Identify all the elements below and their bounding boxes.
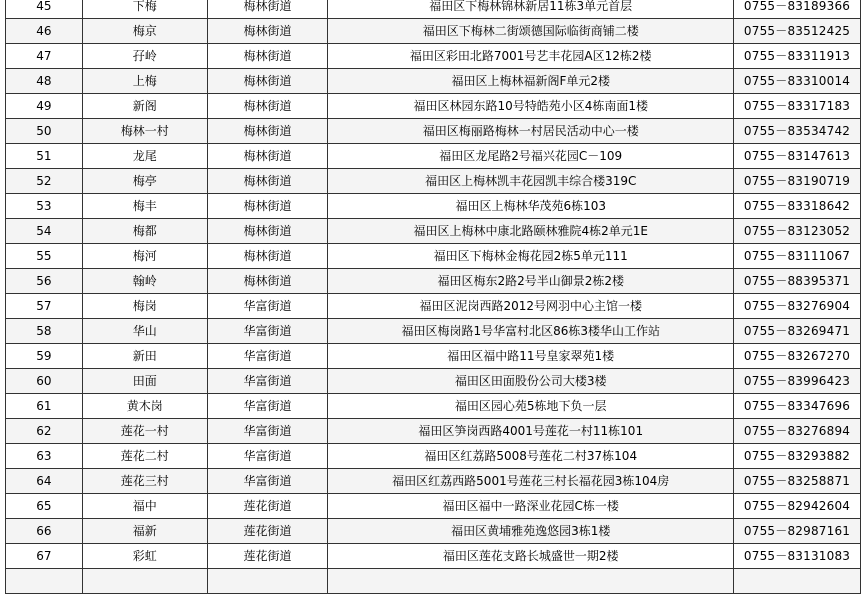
community-name-cell: 翰岭 bbox=[82, 269, 207, 294]
phone-cell: 0755－83190719 bbox=[734, 169, 861, 194]
phone-cell: 0755－83276894 bbox=[734, 419, 861, 444]
phone-cell: 0755－88395371 bbox=[734, 269, 861, 294]
table-row bbox=[6, 344, 861, 369]
address-cell: 福田区彩田北路7001号艺丰花园A区12栋2楼 bbox=[328, 44, 734, 69]
street-name-cell: 梅林街道 bbox=[207, 19, 328, 44]
table-row bbox=[6, 544, 861, 569]
table-row bbox=[6, 244, 861, 269]
row-number-cell: 63 bbox=[6, 444, 83, 469]
street-name-cell: 华富街道 bbox=[207, 344, 328, 369]
phone-cell: 0755－83111067 bbox=[734, 244, 861, 269]
address-cell: 福田区莲花支路长城盛世一期2楼 bbox=[328, 544, 734, 569]
row-number-cell: 45 bbox=[6, 0, 83, 19]
community-name-cell: 彩虹 bbox=[82, 544, 207, 569]
phone-cell: 0755－83147613 bbox=[734, 144, 861, 169]
phone-cell: 0755－83310014 bbox=[734, 69, 861, 94]
address-cell: 福田区上梅林华茂苑6栋103 bbox=[328, 194, 734, 219]
street-name-cell: 梅林街道 bbox=[207, 0, 328, 19]
table-row bbox=[6, 69, 861, 94]
row-number-cell: 56 bbox=[6, 269, 83, 294]
table-row bbox=[6, 519, 861, 544]
address-cell: 福田区田面股份公司大楼3楼 bbox=[328, 369, 734, 394]
row-number-cell: 60 bbox=[6, 369, 83, 394]
address-cell: 福田区园心苑5栋地下负一层 bbox=[328, 394, 734, 419]
row-number-cell: 55 bbox=[6, 244, 83, 269]
community-name-cell: 黄木岗 bbox=[82, 394, 207, 419]
address-cell: 福田区上梅林凯丰花园凯丰综合楼319C bbox=[328, 169, 734, 194]
community-name-cell: 梅丰 bbox=[82, 194, 207, 219]
community-name-cell: 莲花一村 bbox=[82, 419, 207, 444]
community-name-cell: 梅都 bbox=[82, 219, 207, 244]
street-name-cell: 华富街道 bbox=[207, 319, 328, 344]
community-name-cell: 梅岗 bbox=[82, 294, 207, 319]
table-row bbox=[6, 44, 861, 69]
community-name-cell: 龙尾 bbox=[82, 144, 207, 169]
address-cell: 福田区福中路11号皇家翠苑1楼 bbox=[328, 344, 734, 369]
row-number-cell: 48 bbox=[6, 69, 83, 94]
phone-cell bbox=[734, 569, 861, 594]
table-row bbox=[6, 19, 861, 44]
phone-cell: 0755－83347696 bbox=[734, 394, 861, 419]
table-row bbox=[6, 394, 861, 419]
row-number-cell: 61 bbox=[6, 394, 83, 419]
street-name-cell: 梅林街道 bbox=[207, 144, 328, 169]
row-number-cell: 66 bbox=[6, 519, 83, 544]
table-row bbox=[6, 219, 861, 244]
street-name-cell: 梅林街道 bbox=[207, 119, 328, 144]
street-name-cell: 梅林街道 bbox=[207, 69, 328, 94]
community-name-cell: 福中 bbox=[82, 494, 207, 519]
address-cell: 福田区红荔路5008号莲花二村37栋104 bbox=[328, 444, 734, 469]
row-number-cell: 54 bbox=[6, 219, 83, 244]
phone-cell: 0755－83311913 bbox=[734, 44, 861, 69]
phone-cell: 0755－83317183 bbox=[734, 94, 861, 119]
phone-cell: 0755－83318642 bbox=[734, 194, 861, 219]
table-row bbox=[6, 494, 861, 519]
street-name-cell: 华富街道 bbox=[207, 394, 328, 419]
address-cell: 福田区笋岗西路4001号莲花一村11栋101 bbox=[328, 419, 734, 444]
address-cell: 福田区红荔西路5001号莲花三村长福花园3栋104房 bbox=[328, 469, 734, 494]
table-row bbox=[6, 569, 861, 594]
community-table bbox=[5, 0, 861, 594]
community-name-cell: 莲花二村 bbox=[82, 444, 207, 469]
phone-cell: 0755－83996423 bbox=[734, 369, 861, 394]
table-row bbox=[6, 444, 861, 469]
table-row bbox=[6, 419, 861, 444]
community-name-cell: 上梅 bbox=[82, 69, 207, 94]
phone-cell: 0755－83512425 bbox=[734, 19, 861, 44]
table-row bbox=[6, 319, 861, 344]
community-name-cell: 梅亭 bbox=[82, 169, 207, 194]
community-name-cell: 新田 bbox=[82, 344, 207, 369]
street-name-cell bbox=[207, 569, 328, 594]
row-number-cell: 53 bbox=[6, 194, 83, 219]
row-number-cell: 58 bbox=[6, 319, 83, 344]
street-name-cell: 梅林街道 bbox=[207, 169, 328, 194]
address-cell bbox=[328, 569, 734, 594]
phone-cell: 0755－83269471 bbox=[734, 319, 861, 344]
table-row bbox=[6, 0, 861, 19]
address-cell: 福田区林园东路10号特皓苑小区4栋南面1楼 bbox=[328, 94, 734, 119]
phone-cell: 0755－82942604 bbox=[734, 494, 861, 519]
row-number-cell: 64 bbox=[6, 469, 83, 494]
street-name-cell: 华富街道 bbox=[207, 294, 328, 319]
street-name-cell: 华富街道 bbox=[207, 419, 328, 444]
table-row bbox=[6, 144, 861, 169]
phone-cell: 0755－83131083 bbox=[734, 544, 861, 569]
community-name-cell: 下梅 bbox=[82, 0, 207, 19]
row-number-cell: 52 bbox=[6, 169, 83, 194]
street-name-cell: 梅林街道 bbox=[207, 44, 328, 69]
community-name-cell: 华山 bbox=[82, 319, 207, 344]
community-name-cell: 梅京 bbox=[82, 19, 207, 44]
address-cell: 福田区梅东2路2号半山御景2栋2楼 bbox=[328, 269, 734, 294]
community-name-cell: 莲花三村 bbox=[82, 469, 207, 494]
phone-cell: 0755－83267270 bbox=[734, 344, 861, 369]
community-name-cell: 福新 bbox=[82, 519, 207, 544]
row-number-cell: 59 bbox=[6, 344, 83, 369]
address-cell: 福田区梅丽路梅林一村居民活动中心一楼 bbox=[328, 119, 734, 144]
community-name-cell: 孖岭 bbox=[82, 44, 207, 69]
table-row bbox=[6, 469, 861, 494]
street-name-cell: 梅林街道 bbox=[207, 194, 328, 219]
table-row bbox=[6, 294, 861, 319]
phone-cell: 0755－83258871 bbox=[734, 469, 861, 494]
address-cell: 福田区下梅林二街颂德国际临街商铺二楼 bbox=[328, 19, 734, 44]
community-name-cell: 新阁 bbox=[82, 94, 207, 119]
row-number-cell: 47 bbox=[6, 44, 83, 69]
address-cell: 福田区黄埔雅苑逸悠园3栋1楼 bbox=[328, 519, 734, 544]
street-name-cell: 莲花街道 bbox=[207, 494, 328, 519]
row-number-cell: 65 bbox=[6, 494, 83, 519]
address-cell: 福田区福中一路深业花园C栋一楼 bbox=[328, 494, 734, 519]
address-cell: 福田区龙尾路2号福兴花园C－109 bbox=[328, 144, 734, 169]
street-name-cell: 华富街道 bbox=[207, 444, 328, 469]
community-name-cell: 田面 bbox=[82, 369, 207, 394]
community-name-cell bbox=[82, 569, 207, 594]
table-row bbox=[6, 194, 861, 219]
table-row bbox=[6, 94, 861, 119]
phone-cell: 0755－83276904 bbox=[734, 294, 861, 319]
address-cell: 福田区梅岗路1号华富村北区86栋3楼华山工作站 bbox=[328, 319, 734, 344]
community-name-cell: 梅河 bbox=[82, 244, 207, 269]
phone-cell: 0755－82987161 bbox=[734, 519, 861, 544]
street-name-cell: 梅林街道 bbox=[207, 94, 328, 119]
address-cell: 福田区泥岗西路2012号网羽中心主馆一楼 bbox=[328, 294, 734, 319]
row-number-cell bbox=[6, 569, 83, 594]
phone-cell: 0755－83293882 bbox=[734, 444, 861, 469]
street-name-cell: 梅林街道 bbox=[207, 269, 328, 294]
row-number-cell: 67 bbox=[6, 544, 83, 569]
row-number-cell: 51 bbox=[6, 144, 83, 169]
row-number-cell: 57 bbox=[6, 294, 83, 319]
street-name-cell: 华富街道 bbox=[207, 469, 328, 494]
phone-cell: 0755－83123052 bbox=[734, 219, 861, 244]
community-name-cell: 梅林一村 bbox=[82, 119, 207, 144]
row-number-cell: 46 bbox=[6, 19, 83, 44]
street-name-cell: 梅林街道 bbox=[207, 244, 328, 269]
row-number-cell: 62 bbox=[6, 419, 83, 444]
address-cell: 福田区上梅林福新阁F单元2楼 bbox=[328, 69, 734, 94]
row-number-cell: 49 bbox=[6, 94, 83, 119]
phone-cell: 0755－83189366 bbox=[734, 0, 861, 19]
table-row bbox=[6, 269, 861, 294]
table-row bbox=[6, 119, 861, 144]
street-name-cell: 莲花街道 bbox=[207, 519, 328, 544]
address-cell: 福田区下梅林金梅花园2栋5单元111 bbox=[328, 244, 734, 269]
street-name-cell: 华富街道 bbox=[207, 369, 328, 394]
address-cell: 福田区下梅林锦林新居11栋3单元首层 bbox=[328, 0, 734, 19]
table-row bbox=[6, 169, 861, 194]
table-row bbox=[6, 369, 861, 394]
table-body bbox=[6, 0, 861, 594]
address-cell: 福田区上梅林中康北路颐林雅院4栋2单元1E bbox=[328, 219, 734, 244]
phone-cell: 0755－83534742 bbox=[734, 119, 861, 144]
street-name-cell: 梅林街道 bbox=[207, 219, 328, 244]
street-name-cell: 莲花街道 bbox=[207, 544, 328, 569]
row-number-cell: 50 bbox=[6, 119, 83, 144]
